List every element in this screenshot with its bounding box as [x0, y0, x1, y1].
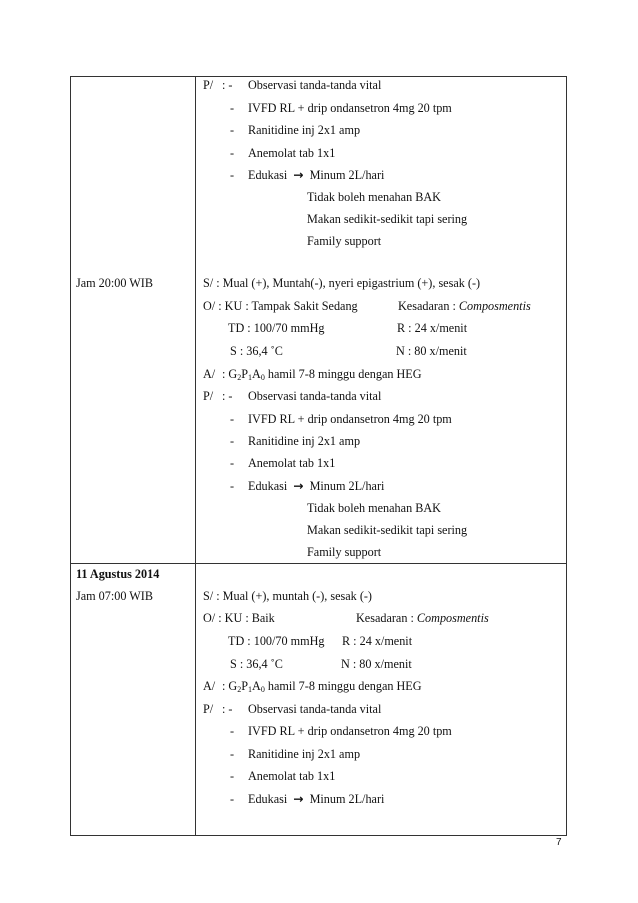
plan-item: Observasi tanda-tanda vital: [248, 78, 382, 92]
minum-text: Minum 2L/hari: [309, 168, 385, 182]
assessment-line: [222, 679, 422, 693]
plan-dash: -: [230, 747, 235, 761]
arrow-icon: →: [293, 479, 304, 493]
entry-time: Jam 07:00 WIB: [76, 589, 153, 603]
plan-label: P/: [203, 78, 214, 92]
edu-sub-item: Family support: [307, 234, 382, 248]
objective-line: O/ : KU : Tampak Sakit Sedang: [203, 299, 358, 313]
minum-text: Minum 2L/hari: [309, 479, 385, 493]
plan-item: Ranitidine inj 2x1 amp: [248, 123, 361, 137]
gravida-sub: 2: [237, 373, 242, 382]
assessment-label: A/: [203, 679, 216, 693]
plan-item: [248, 168, 384, 182]
arrow-icon: →: [293, 168, 304, 182]
plan-colon: : -: [222, 78, 233, 92]
column-divider: [195, 76, 196, 836]
edukasi-label: Edukasi: [248, 479, 288, 493]
edu-sub-item: Makan sedikit-sedikit tapi sering: [307, 212, 468, 226]
edukasi-label: Edukasi: [248, 792, 288, 806]
kesadaran-value: Composmentis: [458, 299, 531, 313]
plan-item: Anemolat tab 1x1: [248, 456, 336, 470]
page-number: 7: [556, 837, 562, 848]
subjective-line: S/ : Mual (+), Muntah(-), nyeri epigastrium (+), sesak (-): [203, 276, 481, 290]
vital-suhu: S : 36,4 ˚C: [230, 657, 283, 671]
vital-suhu: S : 36,4 ˚C: [230, 344, 283, 358]
plan-dash: -: [230, 123, 235, 137]
plan-item: [248, 479, 384, 493]
row-divider: [70, 563, 567, 564]
para-sub: 1: [248, 373, 253, 382]
kesadaran-label: Kesadaran :: [356, 611, 414, 625]
assessment-rest: hamil 7-8 minggu dengan HEG: [264, 679, 422, 693]
plan-item: Anemolat tab 1x1: [248, 769, 336, 783]
para-sub: 1: [248, 685, 253, 694]
para-letter: P: [241, 679, 249, 693]
plan-label: P/: [203, 702, 214, 716]
plan-dash: -: [230, 479, 235, 493]
plan-dash: -: [230, 792, 235, 806]
para-letter: P: [241, 367, 249, 381]
abortus-letter: A: [252, 679, 261, 693]
entry-time: Jam 20:00 WIB: [76, 276, 153, 290]
gravida-sub: 2: [237, 685, 242, 694]
abortus-letter: A: [252, 367, 261, 381]
plan-dash: -: [230, 434, 235, 448]
plan-dash: -: [230, 724, 235, 738]
plan-item: IVFD RL + drip ondansetron 4mg 20 tpm: [248, 101, 452, 115]
entry-date: 11 Agustus 2014: [76, 567, 160, 581]
objective-line: O/ : KU : Baik: [203, 611, 275, 625]
edu-sub-item: Makan sedikit-sedikit tapi sering: [307, 523, 468, 537]
arrow-icon: →: [293, 792, 304, 806]
plan-item: Ranitidine inj 2x1 amp: [248, 434, 361, 448]
kesadaran: [356, 611, 489, 625]
kesadaran-value: Composmentis: [416, 611, 489, 625]
edu-sub-item: Tidak boleh menahan BAK: [307, 501, 441, 515]
plan-item: Ranitidine inj 2x1 amp: [248, 747, 361, 761]
vital-n: N : 80 x/menit: [396, 344, 467, 358]
plan-dash: -: [230, 101, 235, 115]
plan-item: IVFD RL + drip ondansetron 4mg 20 tpm: [248, 412, 452, 426]
assessment-rest: hamil 7-8 minggu dengan HEG: [264, 367, 422, 381]
plan-dash: -: [230, 168, 235, 182]
edukasi-label: Edukasi: [248, 168, 288, 182]
assessment-label: A/: [203, 367, 216, 381]
table-bottom-border: [70, 835, 567, 836]
abortus-sub: 0: [260, 373, 265, 382]
plan-dash: -: [230, 456, 235, 470]
table-top-border: [70, 76, 567, 77]
assessment-prefix: : G: [222, 367, 238, 381]
minum-text: Minum 2L/hari: [309, 792, 385, 806]
table-right-border: [566, 76, 567, 836]
vital-r: R : 24 x/menit: [397, 321, 468, 335]
plan-item: Observasi tanda-tanda vital: [248, 389, 382, 403]
plan-dash: -: [230, 146, 235, 160]
plan-colon: : -: [222, 702, 233, 716]
plan-colon: : -: [222, 389, 233, 403]
assessment-prefix: : G: [222, 679, 238, 693]
plan-label: P/: [203, 389, 214, 403]
plan-item: [248, 792, 384, 806]
vital-td: TD : 100/70 mmHg: [228, 634, 325, 648]
subjective-line: S/ : Mual (+), muntah (-), sesak (-): [203, 589, 372, 603]
vital-n: N : 80 x/menit: [341, 657, 412, 671]
kesadaran: [398, 299, 531, 313]
assessment-line: [222, 367, 422, 381]
edu-sub-item: Family support: [307, 545, 382, 559]
plan-item: Anemolat tab 1x1: [248, 146, 336, 160]
plan-dash: -: [230, 412, 235, 426]
plan-item: Observasi tanda-tanda vital: [248, 702, 382, 716]
kesadaran-label: Kesadaran :: [398, 299, 456, 313]
table-left-border: [70, 76, 71, 836]
plan-item: IVFD RL + drip ondansetron 4mg 20 tpm: [248, 724, 452, 738]
vital-r: R : 24 x/menit: [342, 634, 413, 648]
plan-dash: -: [230, 769, 235, 783]
vital-td: TD : 100/70 mmHg: [228, 321, 325, 335]
edu-sub-item: Tidak boleh menahan BAK: [307, 190, 441, 204]
abortus-sub: 0: [260, 685, 265, 694]
